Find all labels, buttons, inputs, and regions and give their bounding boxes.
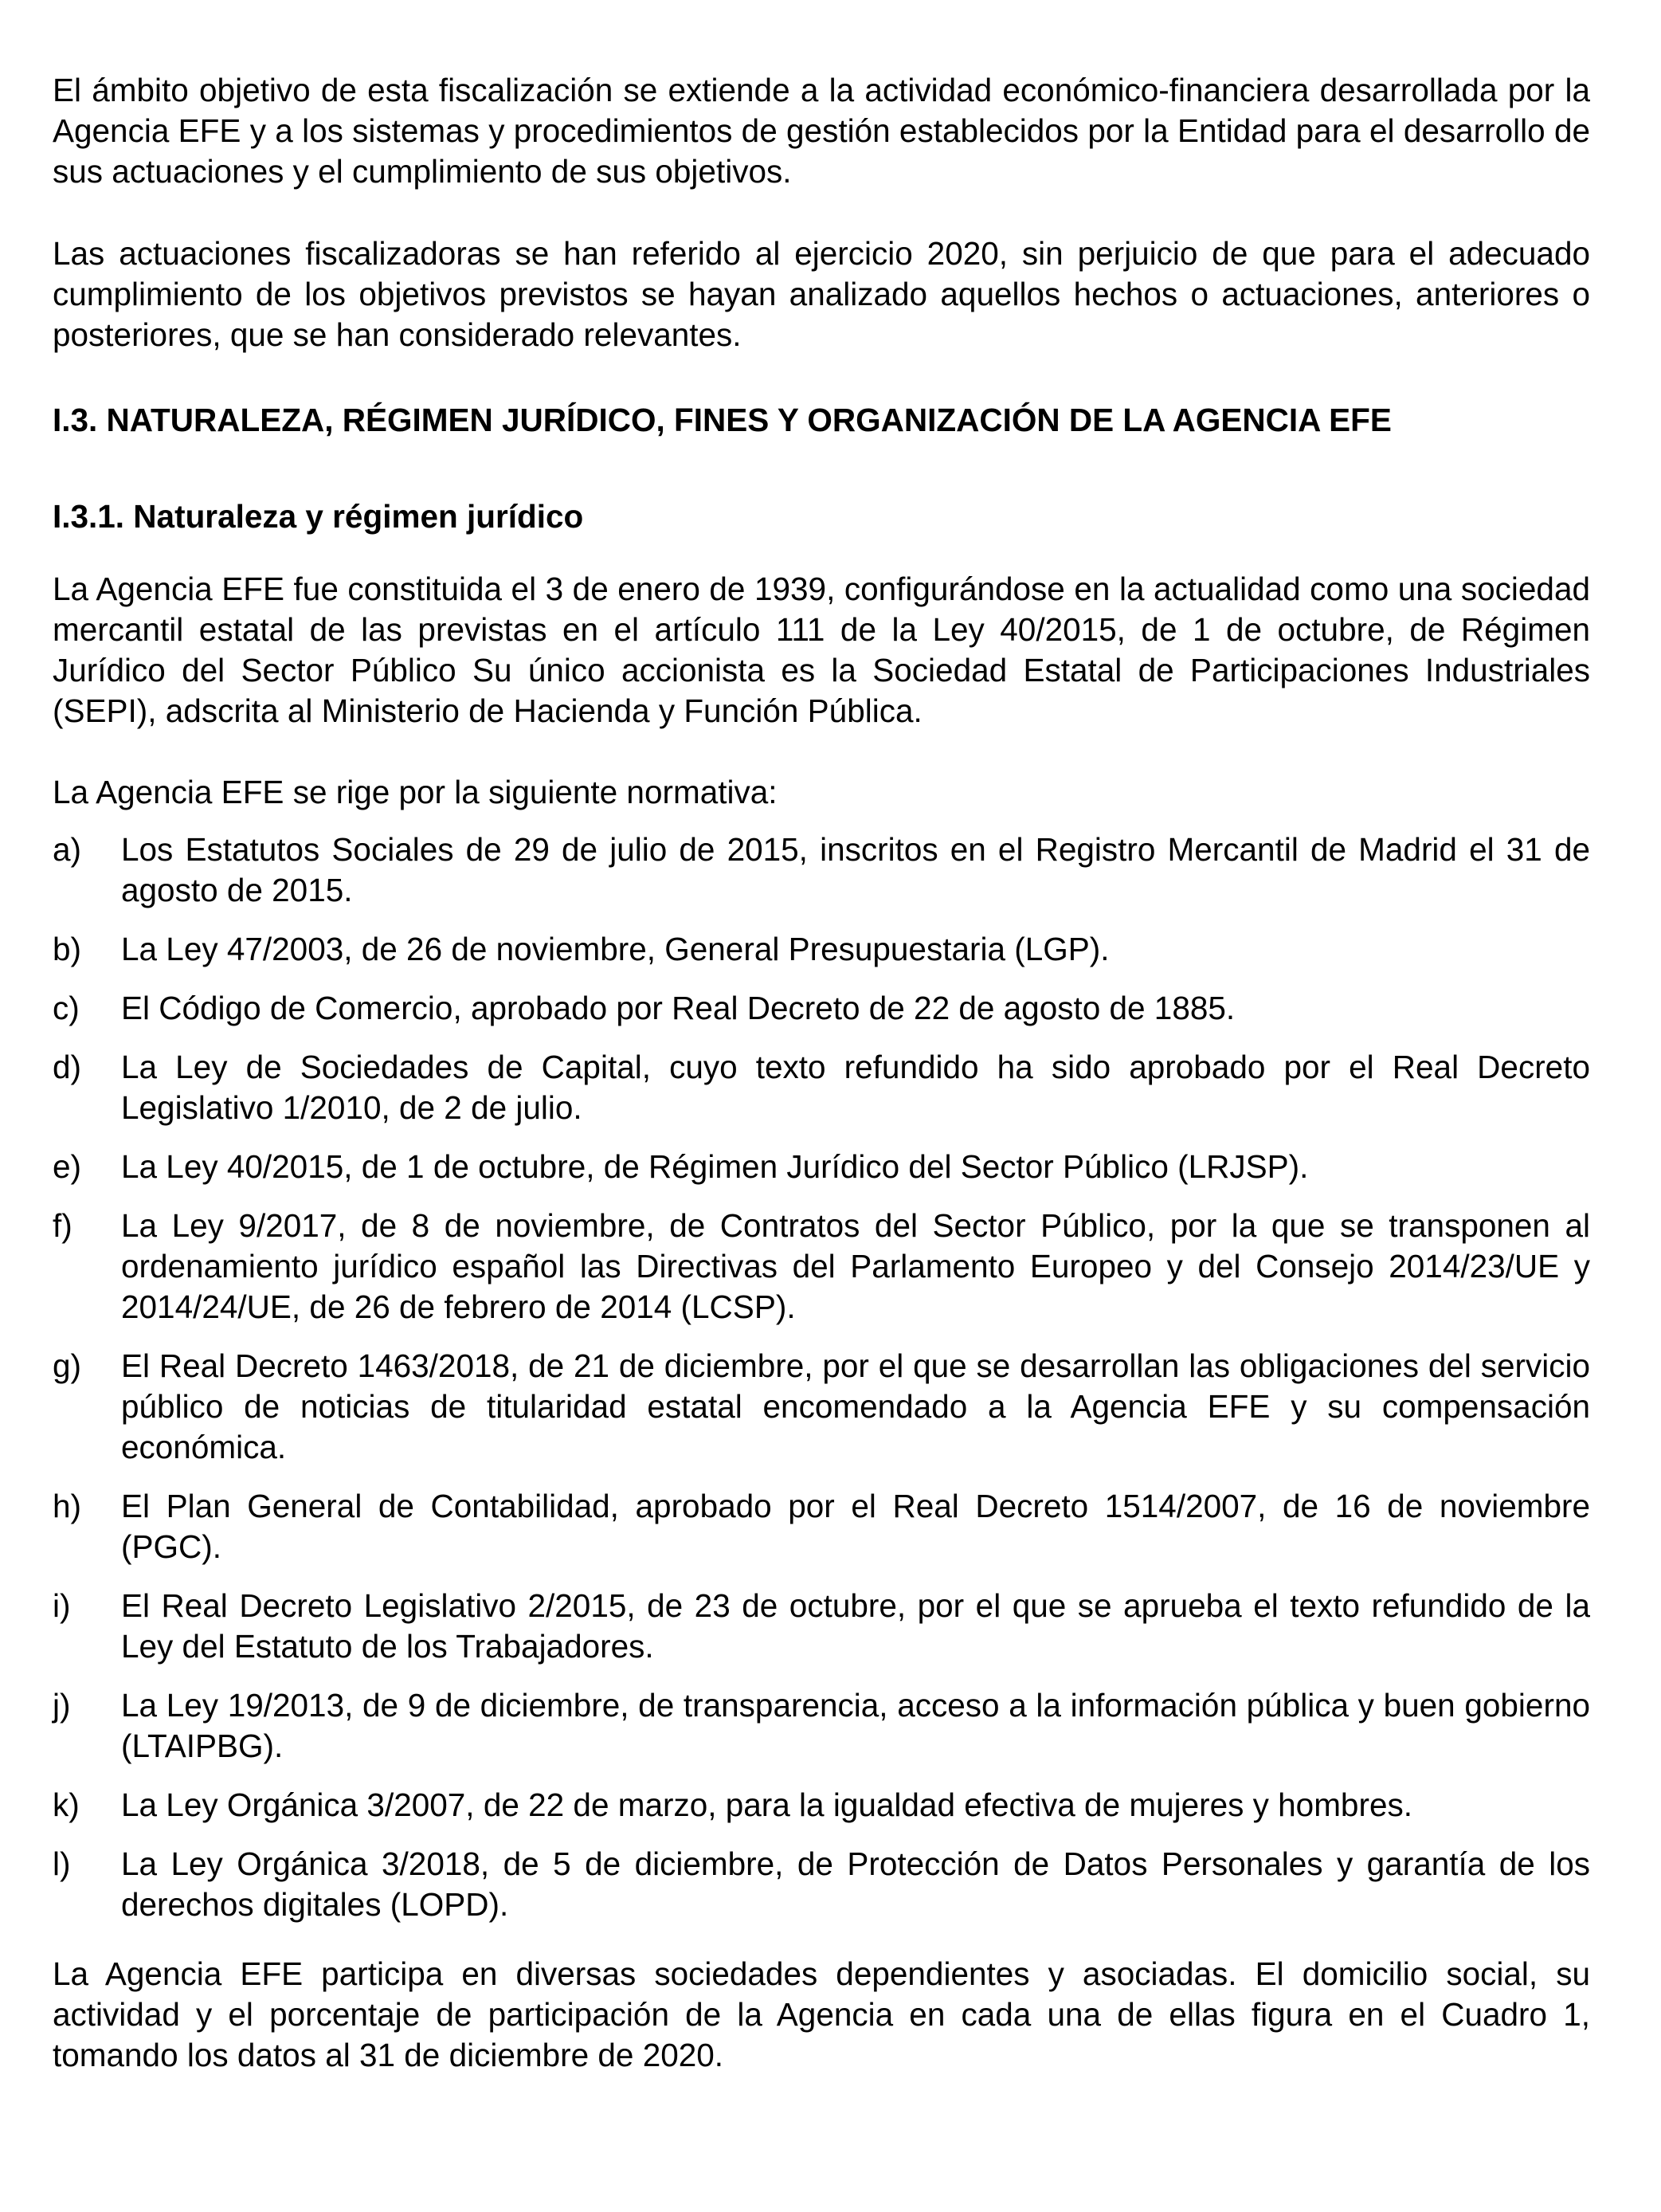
list-item-text: El Real Decreto Legislativo 2/2015, de 23 de octubre, por el que se aprueba el texto refundido de la Ley del Estatuto de los Trabajadores.: [121, 1587, 1590, 1665]
list-item-letter: l): [53, 1845, 71, 1882]
list-item: [53, 1586, 1590, 1667]
list-item: [53, 1206, 1590, 1328]
list-item-letter: h): [53, 1488, 82, 1524]
list-item-text: La Ley 9/2017, de 8 de noviembre, de Contratos del Sector Público, por la que se transponen al ordenamiento jurídico español las Directivas del Parlamento Europeo y del Consejo 2014/23/UE y 2014/24/UE, de 26 de febrero de 2014 (LCSP).: [121, 1207, 1590, 1325]
list-item: [53, 1047, 1590, 1128]
list-item-text: El Plan General de Contabilidad, aprobado por el Real Decreto 1514/2007, de 16 de noviembre (PGC).: [121, 1488, 1590, 1565]
list-item-letter: c): [53, 990, 80, 1026]
list-item-letter: d): [53, 1049, 82, 1085]
list-item-text: La Ley de Sociedades de Capital, cuyo texto refundido ha sido aprobado por el Real Decreto Legislativo 1/2010, de 2 de julio.: [121, 1049, 1590, 1126]
list-item-letter: f): [53, 1207, 72, 1244]
list-item-text: El Código de Comercio, aprobado por Real Decreto de 22 de agosto de 1885.: [121, 990, 1236, 1026]
list-item: [53, 929, 1590, 970]
list-item-letter: j): [53, 1687, 71, 1724]
list-item: [53, 1844, 1590, 1925]
document-page: [53, 70, 1590, 2076]
period-paragraph: Las actuaciones fiscalizadoras se han referido al ejercicio 2020, sin perjuicio de que para el adecuado cumplimiento de los objetivos previstos se hayan analizado aquellos hechos o actuaciones, anteriores o posteriores, que se han considerado relevantes.: [53, 235, 1590, 353]
section-heading: I.3. NATURALEZA, RÉGIMEN JURÍDICO, FINES Y ORGANIZACIÓN DE LA AGENCIA EFE: [53, 402, 1392, 438]
list-item-letter: i): [53, 1587, 71, 1624]
normativa-intro: La Agencia EFE se rige por la siguiente normativa:: [53, 774, 778, 810]
list-item: [53, 1685, 1590, 1767]
normativa-list: [53, 830, 1590, 1925]
list-item: [53, 1346, 1590, 1468]
list-item-letter: b): [53, 931, 82, 967]
list-item-letter: k): [53, 1786, 80, 1823]
list-item: [53, 1785, 1590, 1826]
list-item: [53, 1486, 1590, 1567]
list-item-text: El Real Decreto 1463/2018, de 21 de diciembre, por el que se desarrollan las obligaciones del servicio público de noticias de titularidad estatal encomendado a la Agencia EFE y su compensación económica.: [121, 1347, 1590, 1465]
list-item-letter: a): [53, 831, 82, 868]
list-item: [53, 830, 1590, 911]
constitution-paragraph: La Agencia EFE fue constituida el 3 de enero de 1939, configurándose en la actualidad como una sociedad mercantil estatal de las previstas en el artículo 111 de la Ley 40/2015, de 1 de octubre, de Régimen Jurídico del Sector Público Su único accionista es la Sociedad Estatal de Participaciones Industriales (SEPI), adscrita al Ministerio de Hacienda y Función Pública.: [53, 571, 1590, 729]
scope-paragraph: El ámbito objetivo de esta fiscalización se extiende a la actividad económico-financiera desarrollada por la Agencia EFE y a los sistemas y procedimientos de gestión establecidos por la Entidad para el desarrollo de sus actuaciones y el cumplimiento de sus objetivos.: [53, 72, 1590, 190]
list-item-text: La Ley 47/2003, de 26 de noviembre, General Presupuestaria (LGP).: [121, 931, 1110, 967]
subsidiaries-paragraph: La Agencia EFE participa en diversas sociedades dependientes y asociadas. El domicilio social, su actividad y el porcentaje de participación de la Agencia en cada una de ellas figura en el Cuadro 1, tomando los datos al 31 de diciembre de 2020.: [53, 1955, 1590, 2073]
list-item-text: La Ley Orgánica 3/2007, de 22 de marzo, para la igualdad efectiva de mujeres y hombres.: [121, 1786, 1412, 1823]
list-item-text: Los Estatutos Sociales de 29 de julio de 2015, inscritos en el Registro Mercantil de Madrid el 31 de agosto de 2015.: [121, 831, 1590, 908]
list-item: [53, 988, 1590, 1029]
list-item: [53, 1147, 1590, 1187]
list-item-text: La Ley 19/2013, de 9 de diciembre, de transparencia, acceso a la información pública y buen gobierno (LTAIPBG).: [121, 1687, 1590, 1764]
subsection-heading: I.3.1. Naturaleza y régimen jurídico: [53, 498, 584, 535]
list-item-letter: g): [53, 1347, 82, 1384]
list-item-letter: e): [53, 1148, 82, 1185]
list-item-text: La Ley Orgánica 3/2018, de 5 de diciembre, de Protección de Datos Personales y garantía de los derechos digitales (LOPD).: [121, 1845, 1590, 1923]
list-item-text: La Ley 40/2015, de 1 de octubre, de Régimen Jurídico del Sector Público (LRJSP).: [121, 1148, 1309, 1185]
